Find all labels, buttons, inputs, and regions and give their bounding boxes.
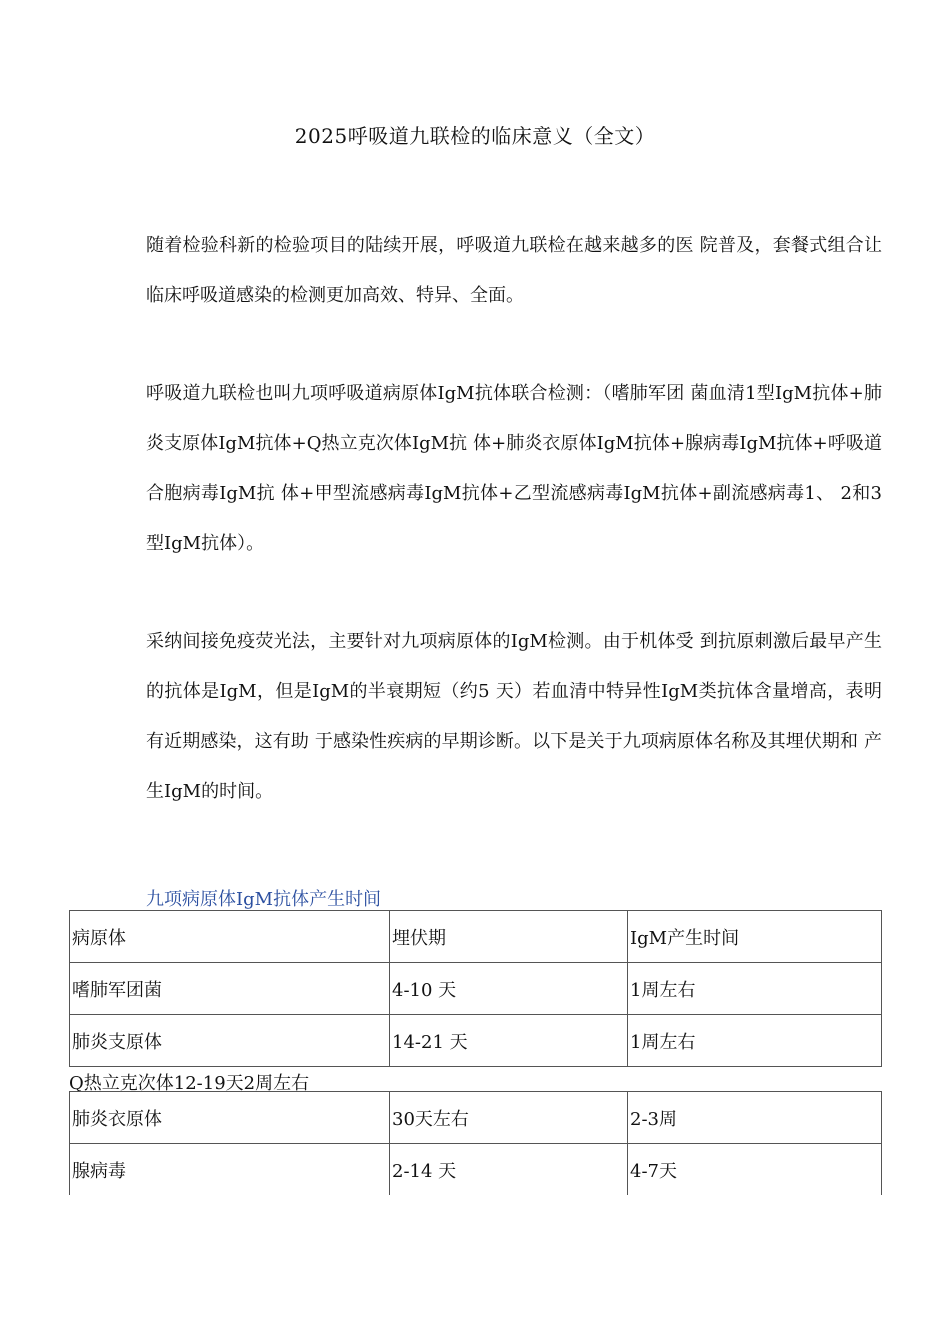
cell-pathogen: 肺炎支原体: [70, 1015, 390, 1067]
paragraph-definition: 呼吸道九联检也叫九项呼吸道病原体IgM抗体联合检测：（嗜肺军团 菌血清1型IgM抗体+肺炎支原体IgM抗体+Q热立克次体IgM抗 体+肺炎衣原体IgM抗体+腺病毒IgM抗体+呼吸道合胞病毒IgM抗 体+甲型流感病毒IgM抗体+乙型流感病毒IgM抗体+副流感病毒1、 2和3型IgM抗体）。: [146, 383, 882, 554]
paragraph-method: 采纳间接免疫荧光法，主要针对九项病原体的IgM检测。由于机体受 到抗原刺激后最早产生的抗体是IgM，但是IgM的半衰期短（约5 天）若血清中特异性IgM类抗体含量增高，表明有近期感染，这有助 于感染性疾病的早期诊断。以下是关于九项病原体名称及其埋伏期和 产生IgM的时间。: [146, 631, 882, 802]
table-row: [70, 1092, 882, 1144]
cell-igm-time: 2-3周: [628, 1092, 882, 1144]
header-igm-time: IgM产生时间: [628, 911, 882, 963]
cell-incubation: 14-21 天: [390, 1015, 628, 1067]
cell-pathogen: 嗜肺军团菌: [70, 963, 390, 1015]
table-caption: 九项病原体IgM抗体产生时间: [146, 889, 382, 910]
pathogen-table: [69, 910, 882, 1067]
document-title: 2025呼吸道九联检的临床意义（全文）: [294, 124, 656, 148]
table-header-row: [70, 911, 882, 963]
header-incubation: 埋伏期: [390, 911, 628, 963]
table-row: [70, 1144, 882, 1196]
cell-incubation: 4-10 天: [390, 963, 628, 1015]
cell-igm-time: 1周左右: [628, 1015, 882, 1067]
pathogen-table-continued: [69, 1091, 882, 1195]
paragraph-intro: 随着检验科新的检验项目的陆续开展，呼吸道九联检在越来越多的医 院普及，套餐式组合让临床呼吸道感染的检测更加高效、特异、全面。: [146, 235, 882, 306]
cell-pathogen: 肺炎衣原体: [70, 1092, 390, 1144]
cell-igm-time: 1周左右: [628, 963, 882, 1015]
cell-pathogen: 腺病毒: [70, 1144, 390, 1196]
header-pathogen: 病原体: [70, 911, 390, 963]
table-row-unformatted: Q热立克次体12-19天2周左右: [69, 1073, 310, 1094]
cell-incubation: 2-14 天: [390, 1144, 628, 1196]
table-row: [70, 1015, 882, 1067]
cell-incubation: 30天左右: [390, 1092, 628, 1144]
table-row: [70, 963, 882, 1015]
cell-igm-time: 4-7天: [628, 1144, 882, 1196]
